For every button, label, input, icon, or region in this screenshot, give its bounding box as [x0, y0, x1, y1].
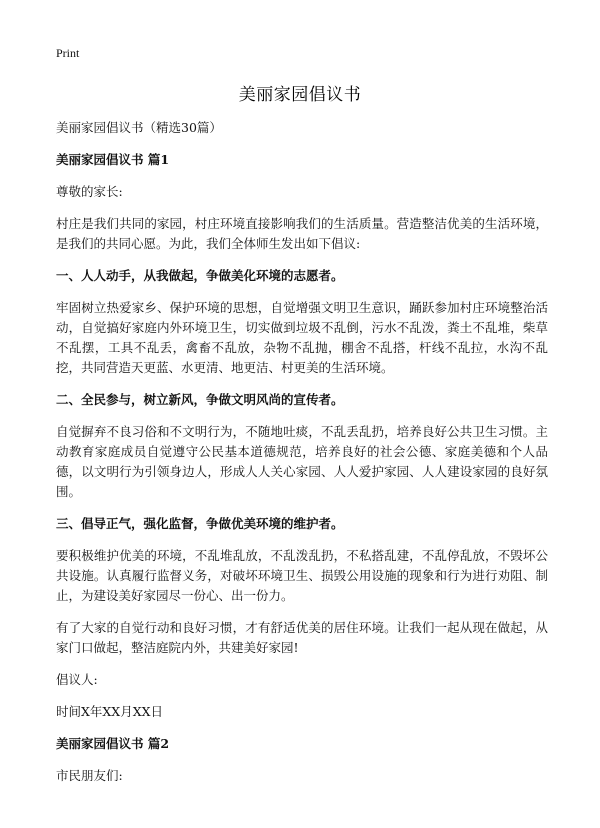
section-1-heading: 一、人人动手，从我做起，争做美化环境的志愿者。 — [56, 268, 344, 283]
closing-paragraph: 有了大家的自觉行动和良好习惯，才有舒适优美的居住环境。让我们一起从现在做起，从家门口做起，整洁庭院内外，共建美好家园! — [56, 620, 548, 655]
article-1-salutation: 尊敬的家长: — [56, 184, 123, 199]
document-subtitle: 美丽家园倡议书（精选30篇） — [56, 120, 222, 135]
section-1-text: 牢固树立热爱家乡、保护环境的思想，自觉增强文明卫生意识，踊跃参加村庄环境整治活动，自觉搞好家庭内外环境卫生，切实做到垃圾不乱倒，污水不乱泼，粪土不乱堆，柴草不乱摆，工具不乱丢，禽畜不乱放，杂物不乱抛，棚舍不乱搭，杆线不乱拉，水沟不乱挖，共同营造天更蓝、水更清、地更洁、村更美的生活环境。 — [56, 300, 548, 375]
section-3-heading: 三、倡导正气，强化监督，争做优美环境的维护者。 — [56, 516, 344, 531]
article-2-salutation: 市民朋友们: — [56, 768, 123, 783]
page-title: 美丽家园倡议书 — [238, 85, 362, 105]
article-1-intro: 村庄是我们共同的家园，村庄环境直接影响我们的生活质量。营造整洁优美的生活环境，是我们的共同心愿。为此，我们全体师生发出如下倡议: — [56, 216, 548, 251]
section-2-heading: 二、全民参与，树立新风，争做文明风尚的宣传者。 — [56, 392, 344, 407]
document-body — [56, 118, 548, 798]
section-3-text: 要积极维护优美的环境，不乱堆乱放，不乱泼乱扔，不私搭乱建，不乱停乱放，不毁坏公共设施。认真履行监督义务，对破坏环境卫生、损毁公用设施的现象和行为进行劝阻、制止，为建设美好家园尽一份心、出一份力。 — [56, 548, 548, 603]
article-1-heading: 美丽家园倡议书 篇1 — [56, 152, 170, 167]
article-2-heading: 美丽家园倡议书 篇2 — [56, 736, 170, 751]
section-2-text: 自觉摒弃不良习俗和不文明行为，不随地吐痰，不乱丢乱扔，培养良好公共卫生习惯。主动教育家庭成员自觉遵守公民基本道德规范，培养良好的社会公德、家庭美德和个人品德，以文明行为引领身边人，形成人人关心家园、人人爱护家园、人人建设家园的良好氛围。 — [56, 424, 548, 499]
print-link[interactable]: Print — [56, 46, 80, 60]
signature-line: 倡议人: — [56, 672, 98, 687]
date-line: 时间X年XX月XX日 — [56, 704, 163, 719]
